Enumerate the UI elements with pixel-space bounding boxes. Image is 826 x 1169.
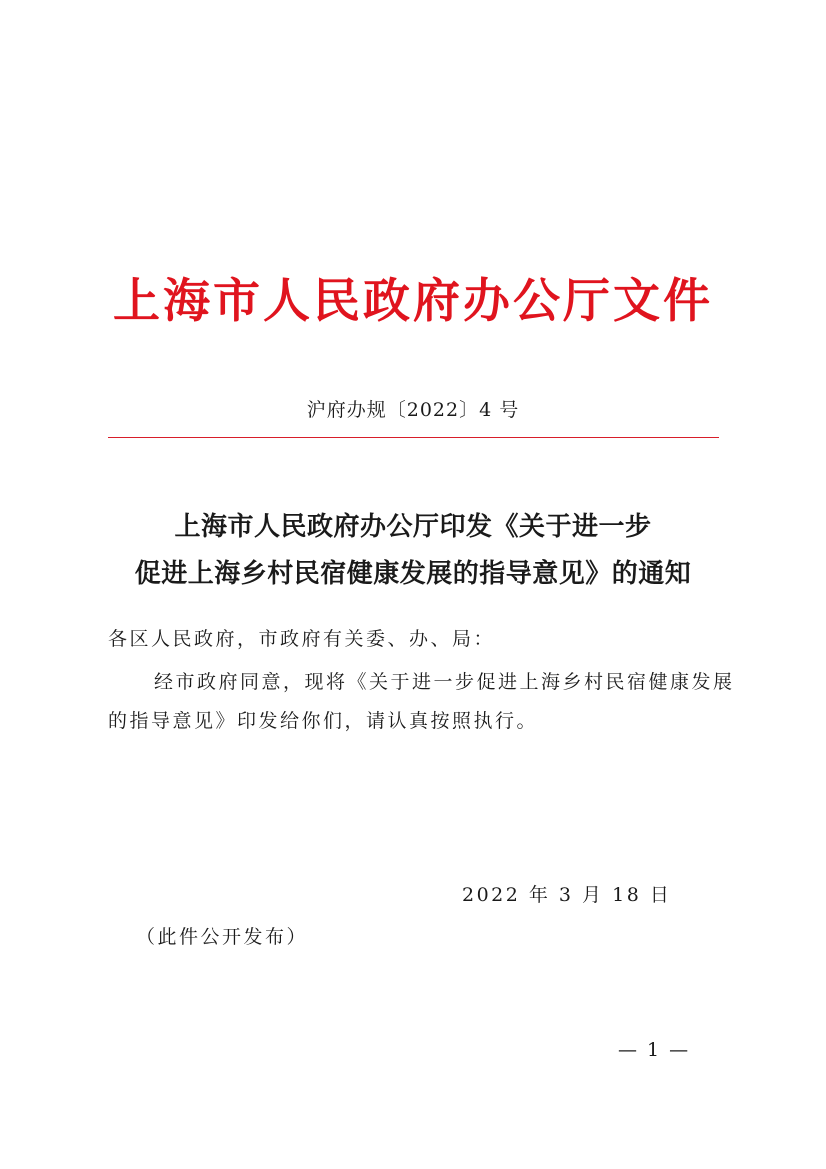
- salutation: 各区人民政府，市政府有关委、办、局：: [108, 628, 496, 650]
- body-paragraph-line-1: 经市政府同意，现将《关于进一步促进上海乡村民宿健康发展: [154, 671, 735, 693]
- document-masthead: 上海市人民政府办公厅文件: [113, 274, 713, 329]
- document-title-line-2: 促进上海乡村民宿健康发展的指导意见》的通知: [134, 559, 692, 589]
- issue-date: 2022 年 3 月 18 日: [462, 884, 672, 906]
- red-divider-line: [108, 437, 719, 438]
- body-paragraph-line-2: 的指导意见》印发给你们，请认真按照执行。: [108, 710, 539, 732]
- page-number: — 1 —: [618, 1039, 691, 1061]
- publication-note: （此件公开发布）: [136, 926, 309, 948]
- document-number: 沪府办规〔2022〕4 号: [306, 399, 520, 421]
- document-title-line-1: 上海市人民政府办公厅印发《关于进一步: [174, 512, 652, 542]
